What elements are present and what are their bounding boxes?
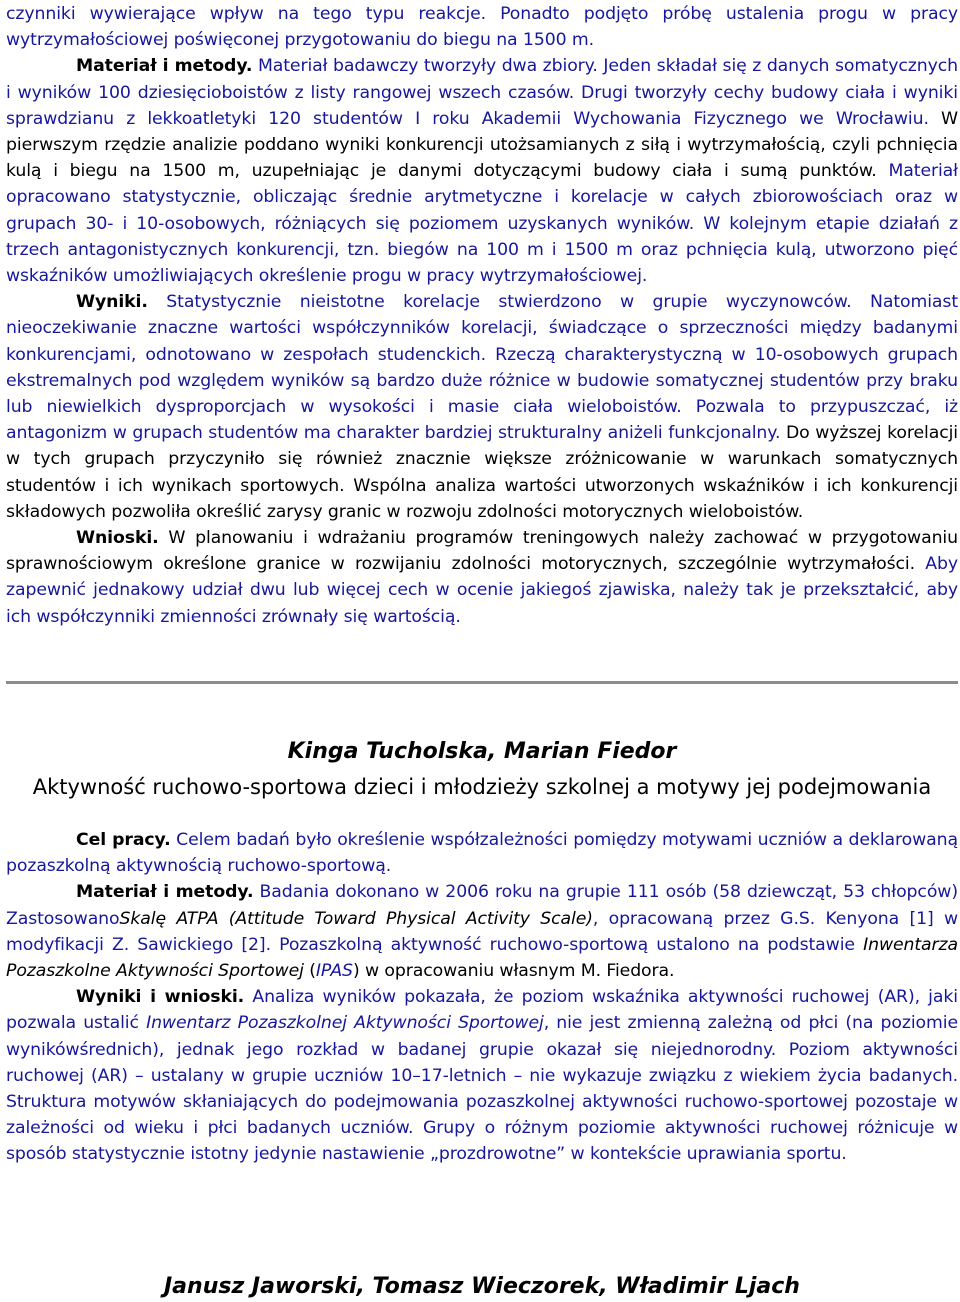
paragraph-text: Materiał opracowano statystycznie, obliczając średnie arytmetyczne i korelacje w całych zbiorowościach oraz w grupach 30- i 10-osobowych, różniących się poziomem uzyskanych wyników. xyxy=(6,161,958,234)
paragraph-italic: Inwentarza Pozaszkolne Aktywności Sportowej xyxy=(6,934,958,982)
paragraph-text: Pozwala to przypuszczać, iż antagonizm w grupach studentów ma charakter bardziej strukturalny aniżeli funkcjonalny. xyxy=(6,397,958,444)
paragraph-italic: Inwentarz Pozaszkolnej Aktywności Sportowej xyxy=(146,1013,544,1034)
paragraph-text: ( xyxy=(303,961,316,982)
paragraph-text: Badania dokonano w 2006 roku na grupie 111 osób (58 dziewcząt, 53 chłopców) Zastosowano xyxy=(6,882,958,929)
paragraph-text: W pierwszym rzędzie analizie poddano wyniki konkurencji utożsamianych z siłą i wytrzymałością, czyli pchnięcia kulą i biegu na 1500 m, uzupełniając je danymi dotyczącymi budowy ciała i sumą punktów. xyxy=(6,108,958,182)
paragraph-text: Natomiast nieoczekiwanie znaczne wartości współczynników korelacji, świadczące o sprzeczności między badanymi konkurencjami, odnotowano w zespołach studenckich. xyxy=(6,292,959,365)
paragraph-text: Materiał badawczy tworzyły dwa zbiory. Jeden składał się z danych somatycznych i wyników 100 dziesięcioboistów z listy rangowej wszech czasów. Drugi tworzyły cechy budowy ciała i wyniki sprawdzianu z lekkoatletyki 120 studentów I roku Akademii Wychowania Fizycznego we Wrocławiu. xyxy=(6,56,958,129)
paragraph-aim xyxy=(6,827,958,879)
paragraph-text: Aby zapewnić jednakowy udział dwu lub więcej cech w ocenie jakiegoś zjawiska, należy tak je przekształcić, aby ich współczynniki zmienności zrównały się wartością. xyxy=(6,554,958,627)
article-abstract xyxy=(6,827,958,1168)
paragraph-text: Analiza wyników pokazała, że poziom wskaźnika aktywności ruchowej (AR), jaki pozwala ustalić xyxy=(6,987,958,1034)
paragraph-text: Celem badań było określenie współzależności pomiędzy motywami uczniów a deklarowaną pozaszkolną aktywnością ruchowo-sportową. xyxy=(6,830,958,877)
paragraph-text: czynniki wywierające wpływ na tego typu reakcje. Ponadto podjęto próbę ustalenia progu w pracy wytrzymałościowej poświęconej przygotowaniu do biegu na 1500 m. xyxy=(6,4,958,51)
paragraph-text: ) w opracowaniu własnym M. Fiedora. xyxy=(352,961,675,982)
paragraph-results xyxy=(6,289,958,525)
section-heading: Wnioski. xyxy=(76,528,159,549)
article-title: Aktywność ruchowo-sportowa dzieci i młodzieży szkolnej a motywy jej podejmowania xyxy=(32,775,932,799)
paragraph-text: Do wyższej korelacji w tych grupach przyczyniło się również znacznie większe zróżnicowanie w warunkach somatycznych studentów i ich wynikach sportowych. Wspólna analiza wartości utworzonych wskaźników i ich konkurencji składowych pozwoliła określić zarysy granic w rozwoju zdolności motorycznych wieloboistów. xyxy=(6,423,958,522)
next-article-authors: Janusz Jaworski, Tomasz Wieczorek, Władimir Ljach xyxy=(164,1274,800,1299)
paragraph-materials-methods xyxy=(6,53,958,289)
paragraph-text: , nie jest zmienną zależną od płci (na poziomie wynikówśrednich), jednak jego rozkład w badanej grupie okazał się niejednorodny. Poziom aktywności ruchowej (AR) – ustalany w grupie uczniów 10–17-letnich – nie wykazuje związku z wiekiem życia badanych. Struktura motywów skłaniających do podejmowania pozaszkolnej aktywności ruchowo-sportowej pozostaje w zależności od wieku i płci badanych uczniów. Grupy o różnym poziomie aktywności ruchowej różnicuje w sposób statystycznie istotny jedynie nastawienie „prozdrowotne” w kontekście uprawiania sportu. xyxy=(6,1013,958,1165)
section-heading: Wyniki i wnioski. xyxy=(76,987,245,1008)
paragraph-text: Rzeczą charakterystyczną w 10-osobowych grupach ekstremalnych pod względem wyników są bardzo duże różnice w budowie somatycznej studentów przy braku lub niewielkich dysproporcjach w wysokości i masie ciała wieloboistów. xyxy=(6,344,959,418)
section-divider xyxy=(6,681,958,684)
paragraph-materials-methods-2 xyxy=(6,879,958,984)
section-heading: Cel pracy. xyxy=(76,830,171,850)
paragraph-italic: Skalę ATPA (Attitude Toward Physical Activity Scale) xyxy=(119,908,593,929)
paragraph-text: W kolejnym etapie działań z trzech antagonistycznych konkurencji, tzn. biegów na 100 m i 1500 m oraz pchnięcia kulą, utworzono pięć wskaźników umożliwiających określenie progu w pracy wytrzymałościowej. xyxy=(6,213,958,287)
paragraph-text: Statystycznie nieistotne korelacje stwierdzono w grupie wyczynowców. xyxy=(147,292,852,313)
section-heading: Wyniki. xyxy=(76,292,148,313)
paragraph-text: W planowaniu i wdrażaniu programów treningowych należy zachować w przygotowaniu sprawnościowym określone granice w rozwijaniu zdolności motorycznych, szczególnie wytrzymałości. xyxy=(6,528,958,575)
section-heading: Materiał i metody. xyxy=(76,56,253,77)
paragraph-text: , opracowaną przez G.S. Kenyona [1] w modyfikacji Z. Sawickiego [2]. Pozaszkolną aktywność ruchowo-sportową ustalono na podstawie xyxy=(6,908,958,955)
paragraph-italic: IPAS xyxy=(315,961,353,982)
abstract-continuation xyxy=(6,1,958,630)
paragraph-conclusions xyxy=(6,525,958,630)
paragraph-intro-end xyxy=(6,1,958,53)
article-authors: Kinga Tucholska, Marian Fiedor xyxy=(287,739,677,764)
section-heading: Materiał i metody. xyxy=(76,882,254,903)
paragraph-results-conclusions xyxy=(6,984,958,1167)
